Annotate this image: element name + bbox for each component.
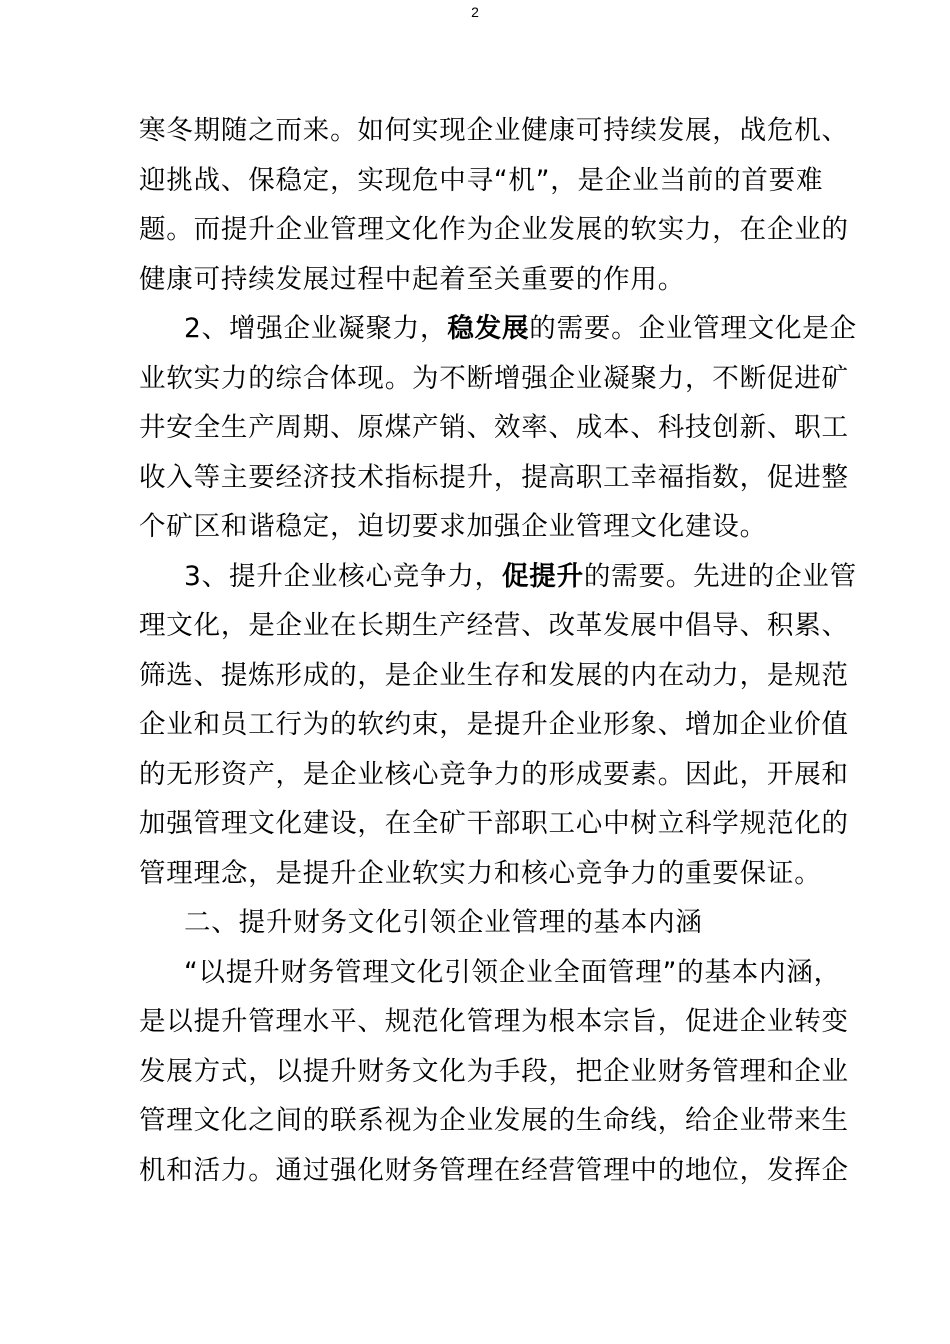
- text-line: 题。而提升企业管理文化作为企业发展的软实力，在企业的: [139, 214, 849, 245]
- section-heading-line: [139, 552, 857, 602]
- text-line: 迎挑战、保稳定，实现危中寻“机”，是企业当前的首要难: [139, 164, 824, 196]
- section-heading-line: [139, 304, 857, 354]
- text-span: 3、提升企业核心竞争力，: [184, 560, 502, 592]
- page-number: 2: [471, 4, 479, 20]
- text-line: 井安全生产周期、原煤产销、效率、成本、科技创新、职工: [139, 412, 849, 443]
- text-line: 管理文化之间的联系视为企业发展的生命线，给企业带来生: [139, 1105, 849, 1136]
- text-line: 发展方式，以提升财务文化为手段，把企业财务管理和企业: [139, 1055, 849, 1087]
- text-line: 理文化，是企业在长期生产经营、改革发展中倡导、积累、: [139, 610, 849, 641]
- text-span: 的需要。先进的企业管: [583, 560, 857, 592]
- text-line: 加强管理文化建设，在全矿干部职工心中树立科学规范化的: [139, 808, 849, 839]
- text-span: 2、增强企业凝聚力，: [184, 313, 448, 344]
- text-line: 机和活力。通过强化财务管理在经营管理中的地位，发挥企: [139, 1154, 849, 1186]
- text-line: 个矿区和谐稳定，迫切要求加强企业管理文化建设。: [139, 511, 767, 542]
- text-line: 寒冬期随之而来。如何实现企业健康可持续发展，战危机、: [139, 115, 849, 146]
- text-line: “以提升财务管理文化引领企业全面管理”的基本内涵，: [184, 956, 841, 988]
- text-line: 的无形资产，是企业核心竞争力的形成要素。因此，开展和: [139, 758, 849, 790]
- bold-keyword: 促提升: [501, 560, 584, 592]
- text-span: 的需要。企业管理文化是企: [529, 313, 857, 344]
- text-line: 企业和员工行为的软约束，是提升企业形象、增加企业价值: [139, 709, 849, 740]
- bold-keyword: 稳发展: [447, 313, 530, 344]
- text-line: 业软实力的综合体现。为不断增强企业凝聚力，不断促进矿: [139, 362, 849, 394]
- text-line: 是以提升管理水平、规范化管理为根本宗旨，促进企业转变: [139, 1006, 849, 1037]
- text-line: 收入等主要经济技术指标提升，提高职工幸福指数，促进整: [139, 461, 849, 493]
- text-line: 筛选、提炼形成的，是企业生存和发展的内在动力，是规范: [139, 659, 849, 691]
- text-line: 健康可持续发展过程中起着至关重要的作用。: [139, 263, 685, 295]
- document-body: [139, 106, 857, 1195]
- text-line: 管理理念，是提升企业软实力和核心竞争力的重要保证。: [139, 857, 822, 889]
- section-title: 二、提升财务文化引领企业管理的基本内涵: [184, 907, 703, 938]
